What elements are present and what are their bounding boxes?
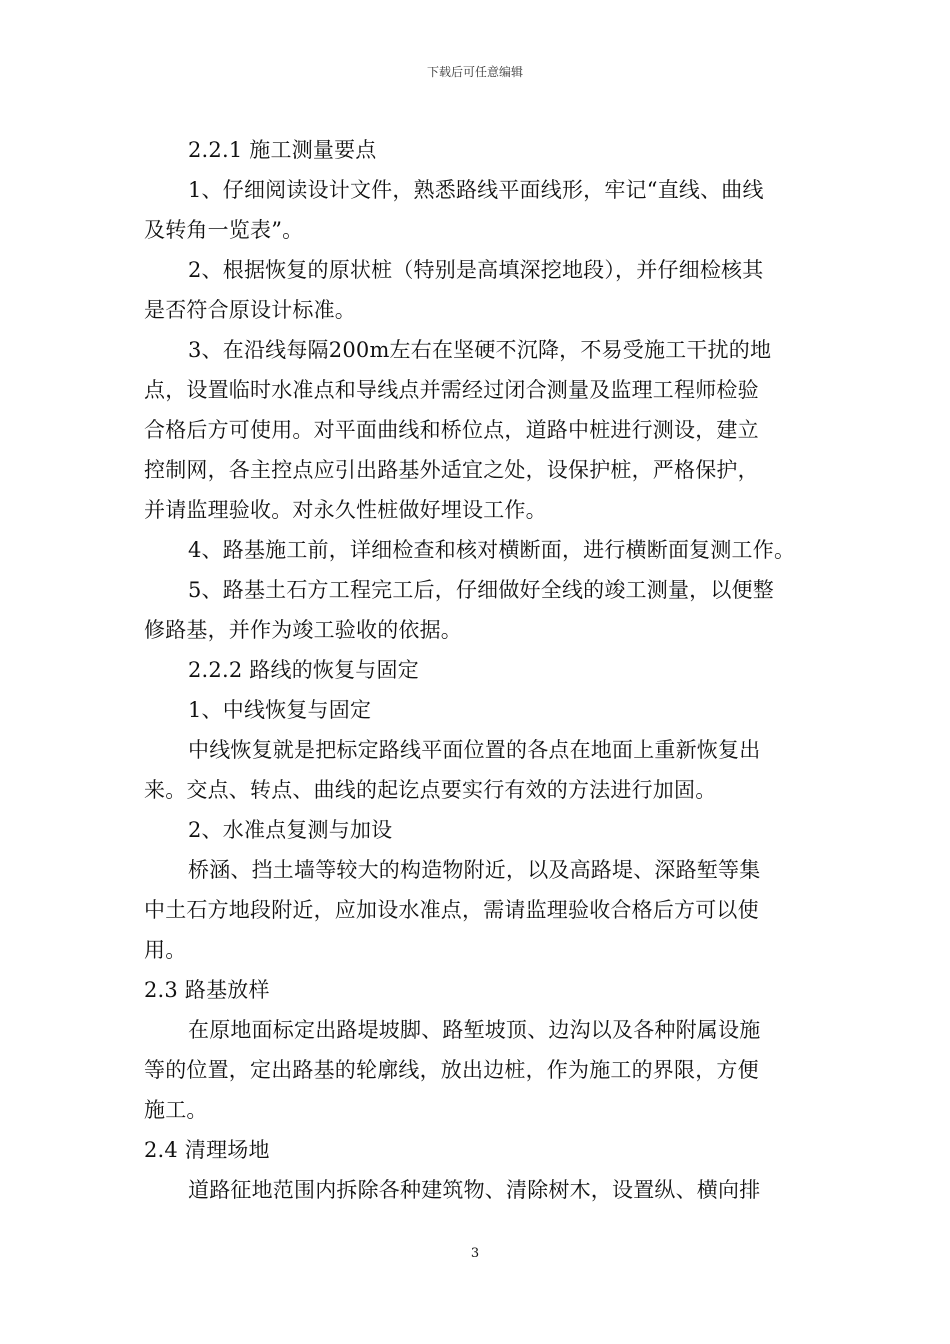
text-line: 用。: [144, 938, 187, 962]
text-line: 中土石方地段附近，应加设水准点，需请监理验收合格后方可以使: [144, 898, 759, 922]
page-number: 3: [470, 1246, 480, 1261]
text-line: 修路基，并作为竣工验收的依据。: [144, 618, 462, 642]
text-line: 2.4 清理场地: [144, 1138, 270, 1162]
text-line: 3、在沿线每隔200m左右在坚硬不沉降，不易受施工干扰的地: [188, 338, 772, 362]
text-line: 2、根据恢复的原状桩（特别是高填深挖地段），并仔细检核其: [188, 258, 764, 282]
text-line: 5、路基土石方工程完工后，仔细做好全线的竣工测量，以便整: [188, 578, 774, 602]
text-line: 控制网，各主控点应引出路基外适宜之处，设保护桩，严格保护，: [144, 458, 759, 482]
text-line: 在原地面标定出路堤坡脚、路堑坡顶、边沟以及各种附属设施: [188, 1018, 761, 1042]
text-line: 1、中线恢复与固定: [188, 698, 372, 722]
text-line: 2、水准点复测与加设: [188, 818, 393, 842]
text-line: 合格后方可使用。对平面曲线和桥位点，道路中桩进行测设，建立: [144, 418, 759, 442]
text-line: 2.2.2 路线的恢复与固定: [188, 658, 419, 682]
text-line: 道路征地范围内拆除各种建筑物、清除树木，设置纵、横向排: [188, 1178, 761, 1202]
document-body: [144, 130, 812, 1210]
text-line: 等的位置，定出路基的轮廓线，放出边桩，作为施工的界限，方便: [144, 1058, 759, 1082]
page-header: 下载后可任意编辑: [426, 65, 523, 79]
text-line: 是否符合原设计标准。: [144, 298, 356, 322]
text-line: 1、仔细阅读设计文件，熟悉路线平面线形，牢记“直线、曲线: [188, 178, 764, 202]
text-line: 桥涵、挡土墙等较大的构造物附近，以及高路堤、深路堑等集: [188, 858, 761, 882]
text-line: 来。交点、转点、曲线的起讫点要实行有效的方法进行加固。: [144, 778, 717, 802]
text-line: 并请监理验收。对永久性桩做好埋设工作。: [144, 498, 547, 522]
text-line: 及转角一览表”。: [144, 218, 304, 242]
text-line: 点，设置临时水准点和导线点并需经过闭合测量及监理工程师检验: [144, 378, 759, 402]
text-line: 4、路基施工前，详细检查和核对横断面，进行横断面复测工作。: [188, 538, 796, 562]
text-line: 2.3 路基放样: [144, 978, 270, 1002]
text-line: 施工。: [144, 1098, 208, 1122]
text-line: 2.2.1 施工测量要点: [188, 138, 377, 162]
text-line: 中线恢复就是把标定路线平面位置的各点在地面上重新恢复出: [188, 738, 761, 762]
